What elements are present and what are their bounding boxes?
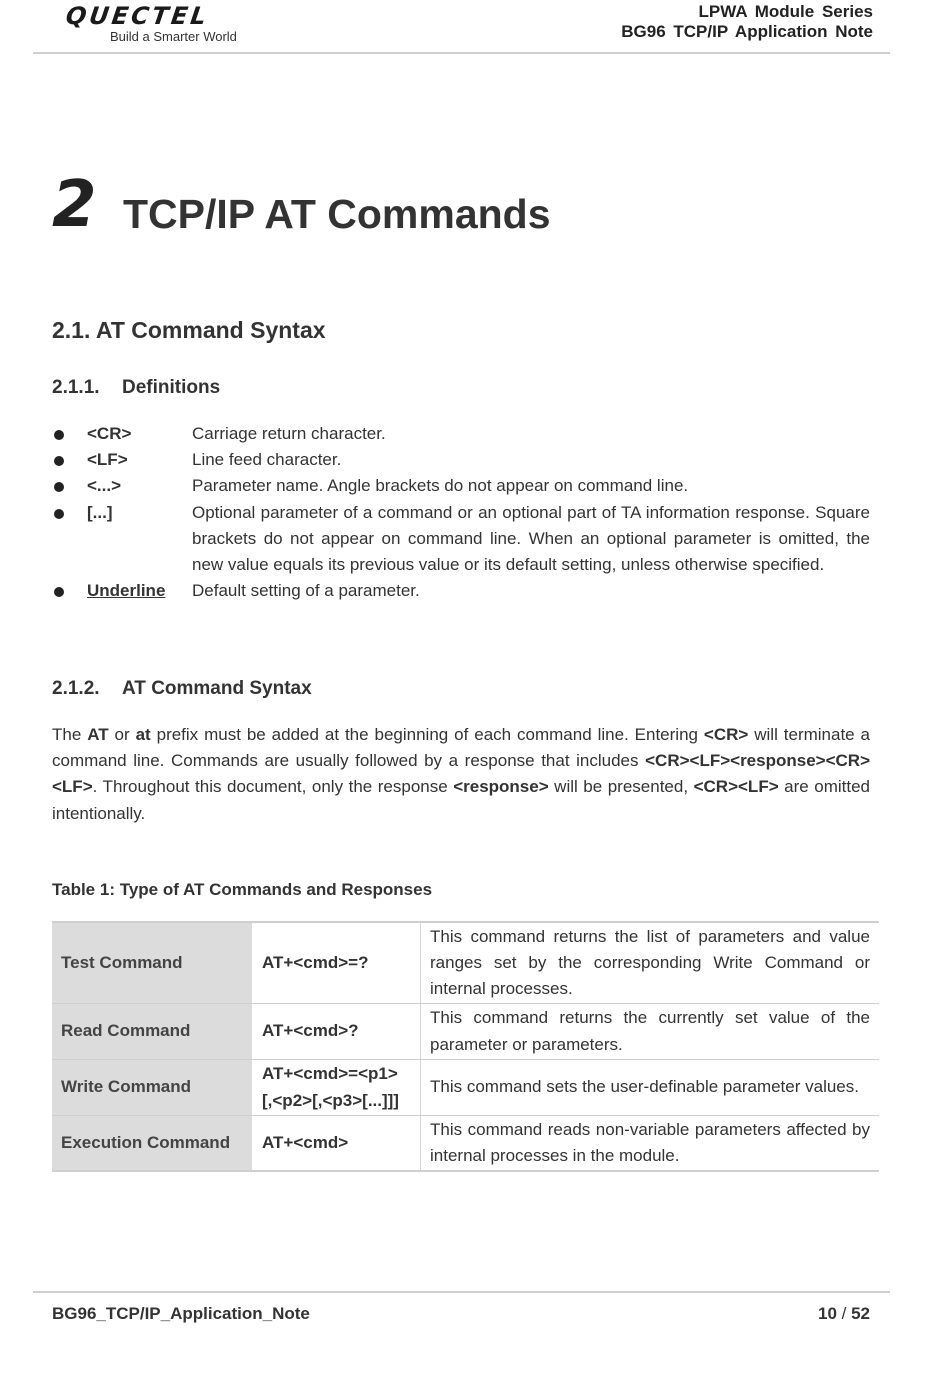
chapter-title: TCP/IP AT Commands [123,191,551,237]
command-syntax-cell [253,1060,421,1116]
command-syntax-cell: AT+<cmd>? [253,1004,421,1060]
bullet-icon [52,500,87,579]
para-bold: at [135,725,151,744]
definition-term: <CR> [87,424,132,443]
syntax-line: [,<p2>[,<p3>[...]]] [262,1090,399,1110]
para-bold: <CR><LF> [693,777,779,797]
page-separator: / [836,1304,852,1323]
current-page: 10 [817,1304,837,1323]
command-desc-cell: This command returns the currently set value of the parameter or parameters. [421,1004,880,1060]
para-text: The [52,725,88,744]
command-type-cell: Write Command [52,1060,253,1116]
quectel-logo [66,4,276,42]
logo-slogan: Build a Smarter World [110,29,237,44]
para-bold: <CR> [703,725,749,744]
bullet-icon [52,578,87,604]
definition-item [52,500,870,579]
subsection-number: 2.1.2. [52,678,100,699]
syntax-heading [52,677,312,701]
bullet-icon [52,421,87,447]
para-bold: AT [87,725,109,744]
table-row [52,1116,879,1172]
para-text: will terminate a command line. Commands are usually followed by a response that includes [52,725,870,771]
command-type-cell: Execution Command [52,1116,253,1172]
definition-item [52,447,870,473]
section-number: 2.1. [52,317,91,343]
subsection-title: AT Command Syntax [122,678,312,699]
para-text: are omitted intentionally. [52,777,870,823]
total-pages: 52 [851,1304,870,1323]
bullet-icon [52,473,87,499]
command-type-cell: Read Command [52,1004,253,1060]
definition-term: <...> [87,476,122,496]
para-text: prefix must be added at the beginning of each command line. Entering [150,725,704,744]
header-divider [33,52,890,54]
document-title: BG96 TCP/IP Application Note [621,22,873,41]
definition-term: [...] [87,502,113,522]
definition-desc: Parameter name. Angle brackets do not appear on command line. [192,476,689,496]
bullet-icon [52,447,87,473]
para-bold: <response> [453,777,549,797]
definition-term: <LF> [87,450,128,470]
header-titles [621,2,873,42]
para-text: . Throughout this document, only the response [92,777,454,797]
footer-divider [33,1291,890,1293]
table-row [52,922,879,1004]
para-bold: <CR><LF><response><CR><LF> [52,751,870,797]
definition-desc: Line feed character. [192,450,342,470]
definition-item [52,578,870,604]
syntax-line: AT+<cmd>=<p1> [262,1064,398,1084]
definition-desc: Carriage return character. [192,424,386,443]
definition-desc: Default setting of a parameter. [192,581,420,601]
para-text: or [108,725,136,744]
command-desc-cell: This command reads non-variable parameters affected by internal processes in the module. [421,1116,880,1172]
definition-desc: Optional parameter of a command or an optional part of TA information response. Square brackets do not appear on command line. When an optional parameter is omitted, the new value equals its previous value or its default setting, unless otherwise specified. [192,502,870,575]
section-title: AT Command Syntax [95,317,326,343]
commands-table [52,921,879,1172]
series-name: LPWA Module Series [698,2,873,21]
table-row [52,1004,879,1060]
subsection-number: 2.1.1. [52,377,100,398]
para-text: will be presented, [548,777,694,797]
syntax-paragraph [52,722,870,827]
chapter-number: 2 [52,168,97,242]
logo-wordmark: QUECTEL [64,2,211,30]
footer-doc-name: BG96_TCP/IP_Application_Note [52,1304,310,1323]
definition-item [52,473,870,499]
command-syntax-cell: AT+<cmd>=? [253,922,421,1004]
table-row [52,1060,879,1116]
command-type-cell: Test Command [52,922,253,1004]
command-desc-cell: This command returns the list of parameters and value ranges set by the corresponding Write Command or internal processes. [421,922,880,1004]
subsection-title: Definitions [122,377,221,398]
definitions-heading [52,376,220,400]
definitions-list [52,421,870,604]
command-syntax-cell: AT+<cmd> [253,1116,421,1172]
section-heading [52,316,326,344]
page-number [818,1303,870,1325]
definition-item [52,421,870,447]
table-caption: Table 1: Type of AT Commands and Responses [52,880,433,899]
definition-term: Underline [87,581,166,601]
command-desc-cell: This command sets the user-definable parameter values. [421,1060,880,1116]
